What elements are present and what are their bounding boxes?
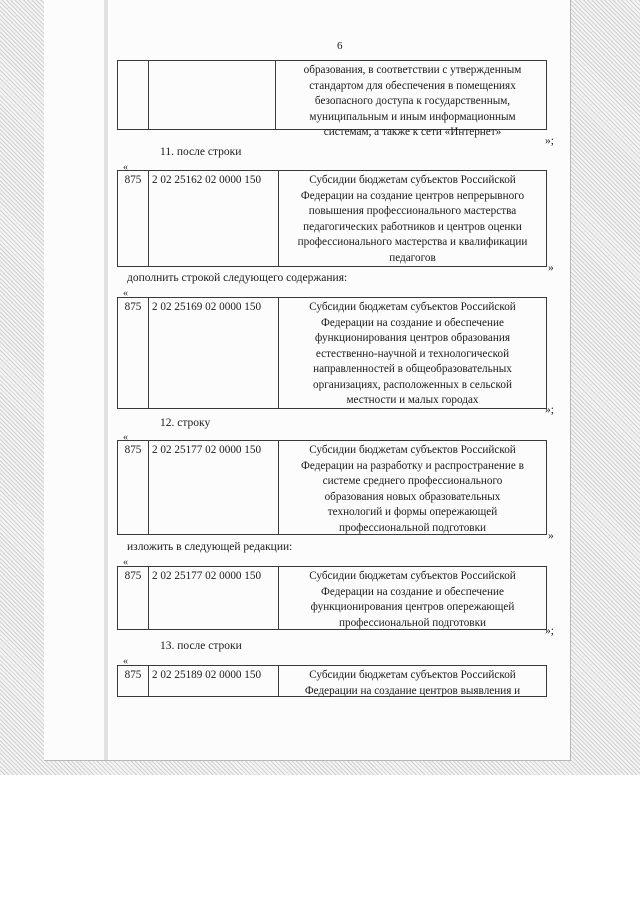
scan-edge-shadow <box>104 0 108 760</box>
description-cell: Субсидии бюджетам субъектов Российской Федерации на создание и обеспечение функционирования центров образования естественно-научной и технологической направленностей в общеобразовательных организациях, расположенных в сельской местности и малых городах <box>309 301 516 406</box>
open-quote: « <box>123 656 128 667</box>
close-quote: »; <box>545 625 554 637</box>
open-quote: « <box>123 288 128 299</box>
blank-area <box>0 775 640 905</box>
instruction-12-replace: изложить в следующей редакции: <box>127 541 293 553</box>
close-quote: »; <box>545 404 554 416</box>
description-cell: Субсидии бюджетам субъектов Российской Федерации на создание центров непрерывного повышения профессионального мастерства педагогических работников и центров оценки профессионального мастерства и квалификации педагогов <box>297 174 528 264</box>
table-row-new <box>117 297 547 409</box>
open-quote: « <box>123 432 128 443</box>
instruction-12: 12. строку <box>160 417 211 429</box>
kbk-cell: 2 02 25162 02 0000 150 <box>149 171 279 266</box>
description-cell: Субсидии бюджетам субъектов Российской Федерации на создание центров выявления и <box>304 669 521 697</box>
description-cell: Субсидии бюджетам субъектов Российской Федерации на создание и обеспечение функционирования центров опережающей профессиональной подготовки <box>309 570 516 629</box>
kbk-cell: 2 02 25169 02 0000 150 <box>149 298 279 408</box>
open-quote: « <box>123 557 128 568</box>
description-cell: Субсидии бюджетам субъектов Российской Федерации на разработку и распространение в системе среднего профессионального образования новых образовательных технологий и формы опережающей профессиональной подготовки <box>301 444 524 534</box>
code-cell: 875 <box>118 567 149 629</box>
instruction-13: 13. после строки <box>160 640 242 652</box>
code-cell: 875 <box>118 441 149 534</box>
page-number: 6 <box>337 40 343 52</box>
kbk-cell: 2 02 25189 02 0000 150 <box>149 666 279 696</box>
table-row <box>117 170 547 267</box>
table-row-new <box>117 566 547 630</box>
close-quote: » <box>548 262 554 274</box>
code-cell <box>118 61 149 129</box>
close-quote: » <box>548 530 554 542</box>
instruction-11: 11. после строки <box>160 146 242 158</box>
kbk-cell: 2 02 25177 02 0000 150 <box>149 567 279 629</box>
table-row <box>117 440 547 535</box>
table-row <box>117 665 547 697</box>
instruction-11-add: дополнить строкой следующего содержания: <box>127 272 348 284</box>
open-quote: « <box>123 162 128 173</box>
code-cell: 875 <box>118 666 149 696</box>
code-cell: 875 <box>118 298 149 408</box>
kbk-cell <box>149 61 276 129</box>
close-quote: »; <box>545 135 554 147</box>
kbk-cell: 2 02 25177 02 0000 150 <box>149 441 279 534</box>
table-row-continuation <box>117 60 547 138</box>
description-cell: образования, в соответствии с утвержденным стандартом для обеспечения в помещениях безопасного доступа к государственным, муниципальным и иным информационным системам, а также к сети «Интернет» <box>303 64 522 138</box>
code-cell: 875 <box>118 171 149 266</box>
